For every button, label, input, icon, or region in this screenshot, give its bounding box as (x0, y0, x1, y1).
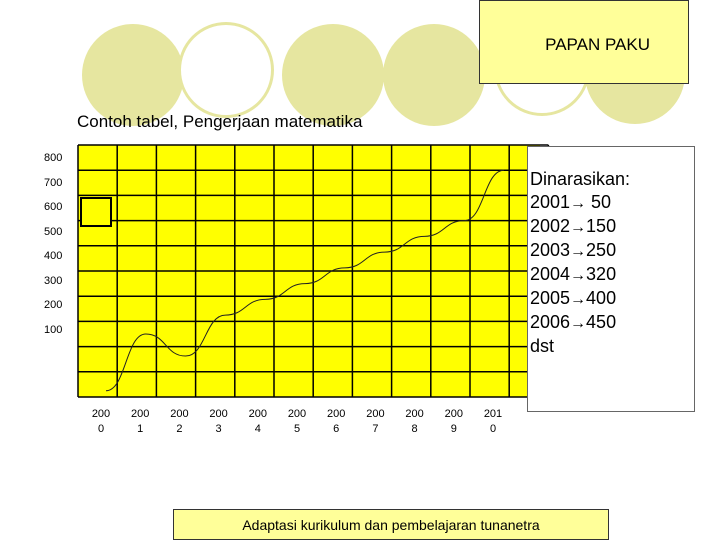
y-tick-label: 700 (44, 176, 63, 189)
x-tick-label: 200 6 (327, 408, 346, 435)
y-tick-label: 200 (44, 299, 63, 311)
notes-text (530, 168, 630, 358)
x-tick-label: 200 2 (170, 408, 189, 435)
notes-more: dst (530, 336, 555, 356)
x-tick-label: 200 4 (248, 408, 267, 435)
x-tick-label: 200 1 (131, 408, 150, 435)
footer-box (173, 509, 609, 540)
arrow-right-icon: → (570, 315, 587, 332)
x-tick-label: 200 3 (209, 408, 228, 435)
x-tick-label: 200 7 (366, 408, 385, 435)
chart-subtitle: Contoh tabel, Pengerjaan matematika (77, 112, 363, 131)
arrow-right-icon: → (570, 195, 587, 212)
notes-item: 2001→ 50 (530, 192, 612, 212)
arrow-right-icon: → (570, 219, 587, 236)
x-tick-label: 200 9 (444, 408, 463, 435)
arrow-right-icon: → (570, 291, 587, 308)
y-tick-label: 500 (44, 225, 63, 238)
notes-item: 2003→250 (530, 240, 617, 260)
footer-text: Adaptasi kurikulum dan pembelajaran tunanetra (242, 517, 540, 533)
x-tick-label: 200 0 (91, 408, 111, 435)
notes-item: 2005→400 (530, 288, 617, 308)
series-line (106, 170, 504, 391)
y-tick-label: 300 (44, 274, 63, 287)
notes-item: 2002→150 (530, 216, 617, 236)
y-tick-label: 600 (44, 201, 63, 213)
arrow-right-icon: → (570, 267, 587, 284)
notes-heading: Dinarasikan: (530, 169, 631, 189)
y-tick-label: 400 (44, 250, 63, 262)
page-title: PAPAN PAKU (545, 35, 650, 54)
notes-item: 2004→320 (530, 264, 617, 284)
y-tick-label: 100 (44, 323, 63, 336)
notes-item: 2006→450 (530, 312, 617, 332)
highlight-box (80, 197, 112, 227)
x-tick-label: 200 8 (405, 408, 424, 435)
arrow-right-icon: → (570, 243, 587, 260)
x-tick-label: 201 0 (483, 408, 503, 435)
x-tick-label: 200 5 (287, 408, 307, 435)
y-tick-label: 800 (44, 152, 63, 164)
